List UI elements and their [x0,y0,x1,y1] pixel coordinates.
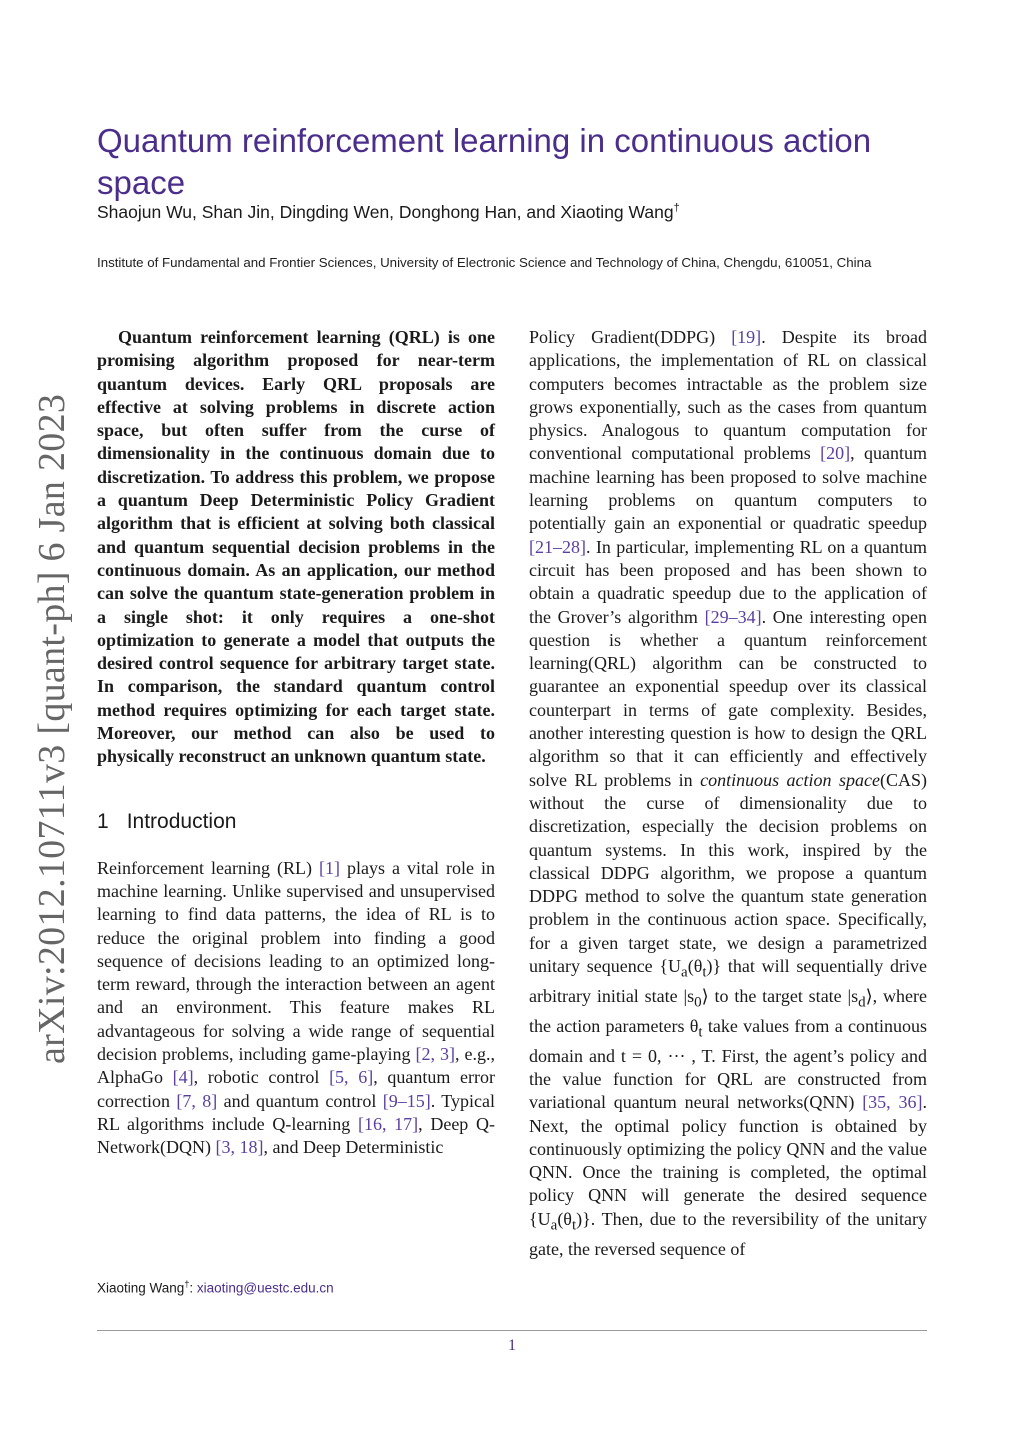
text-run: (θ [687,956,703,977]
text-run: take values from a continuous domain and t = 0, ··· , T. First, the agent’s policy and the value function for QRL are constructed from variational quantum neural networks(QNN) [529,1015,927,1113]
footnote-mark: † [184,1279,190,1289]
arxiv-identifier-stamp: arXiv:2012.10711v3 [quant-ph] 6 Jan 2023 [31,393,73,1064]
text-run: , robotic control [193,1067,330,1088]
math-subscript: a [550,1217,558,1234]
text-run: , and Deep Deterministic [263,1137,444,1158]
section-heading-introduction [97,809,495,835]
citation-link[interactable]: [21–28] [529,536,586,557]
section-title: Introduction [126,809,237,833]
text-run: Reinforcement learning (RL) [97,857,319,878]
text-run: (θ [557,1208,572,1229]
text-run: , quantum machine learning has been proposed to solve machine learning problems on quantum computers to potentially gain an exponential or quadratic speedup [529,443,927,534]
text-run: , e.g., AlphaGo [97,1044,495,1088]
math-subscript: 0 [694,994,702,1011]
text-run: )}. Then, due to the reversibility of the unitary gate, the reversed sequence of [529,1208,927,1259]
right-column [529,326,927,1261]
page-number: 1 [508,1337,516,1354]
footnote-name: Xiaoting Wang [97,1280,185,1296]
text-run: , quantum error correction [97,1067,495,1111]
citation-link[interactable]: [3, 18] [215,1137,264,1158]
citation-link[interactable]: [7, 8] [176,1090,218,1111]
text-run: . Despite its broad applications, the implementation of RL on classical computers becomes intractable as the problem size grows exponentially, such as the cases from quantum physics. Analogous to quantum computation for conventional computational problems [529,327,927,464]
intro-paragraph-right [529,326,927,1261]
citation-link[interactable]: [1] [318,857,340,878]
email-link[interactable]: xiaoting@uestc.edu.cn [196,1280,334,1296]
text-run: plays a vital role in machine learning. Unlike supervised and unsupervised learning to find data patterns, the idea of RL is to reduce the original problem into finding a good sequence of decisions leading to an optimized long-term reward, through the interaction between an agent and an environment. This feature makes RL advantageous for solving a wide range of sequential decision problems, including game-playing [97,857,495,1065]
text-run: ⟩ to the target state |s [701,985,859,1006]
footer-divider [97,1330,927,1331]
citation-link[interactable]: [2, 3] [415,1044,455,1065]
math-subscript: t [698,1024,703,1041]
paper-title: Quantum reinforcement learning in continuous action space [97,122,872,201]
citation-link[interactable]: [4] [172,1067,194,1088]
citation-link[interactable]: [9–15] [382,1090,431,1111]
text-run: . In particular, implementing RL on a quantum circuit has been proposed and has been shown to obtain a quadratic speedup due to the application of the Grover’s algorithm [529,536,927,627]
citation-link[interactable]: [20] [820,443,851,464]
citation-link[interactable]: [16, 17] [357,1113,419,1134]
citation-link[interactable]: [29–34] [704,606,762,627]
abstract: Quantum reinforcement learning (QRL) is one promising algorithm proposed for near-term quantum devices. Early QRL proposals are effective at solving problems in discrete action space, but often suffer from the curse of dimensionality in the continuous domain due to discretization. To address this problem, we propose a quantum Deep Deterministic Policy Gradient algorithm that is efficient at solving both classical and quantum sequential decision problems in the continuous domain. As an application, our method can solve the quantum state-generation problem in a single shot: it only requires a one-shot optimization to generate a model that outputs the desired control sequence for arbitrary target state. In comparison, the standard quantum control method requires optimizing for each target state. Moreover, our method can also be used to physically reconstruct an unknown quantum state. [97,327,495,767]
section-number: 1 [97,809,109,833]
text-run: ⟩, where the action parameters θ [529,985,927,1036]
text-run: Policy Gradient(DDPG) [529,327,732,347]
corresponding-author-mark: † [673,202,680,214]
text-run: . One interesting open question is whether a quantum reinforcement learning(QRL) algorithm can be constructed to guarantee an exponential speedup over its classical counterpart in terms of gate complexity. Besides, another interesting question is how to design the QRL algorithm so that it can efficiently and effectively solve RL problems in [529,606,927,790]
text-run: . Typical RL algorithms include Q-learning [97,1090,495,1134]
affiliation: Institute of Fundamental and Frontier Sciences, University of Electronic Science and Technology of China, Chengdu, 610051, China [97,255,872,270]
text-run: and quantum control [217,1090,383,1111]
citation-link[interactable]: [35, 36] [862,1092,923,1113]
emphasized-term: continuous action space [700,769,880,790]
text-run: , Deep Q-Network(DQN) [97,1113,495,1158]
author-list [97,196,937,224]
citation-link[interactable]: [19] [731,327,762,347]
text-run: (CAS) without the curse of dimensionality due to discretization, especially the decision problems on quantum systems. In this work, inspired by the classical DDPG algorithm, we propose a quantum DDPG method to solve the quantum state generation problem in the continuous action space. Specifically, for a given target state, we design a parametrized unitary sequence {U [529,769,927,977]
text-run: )} that will sequentially drive arbitrary initial state |s [529,956,927,1006]
math-subscript: t [571,1217,577,1234]
author-names: Shaojun Wu, Shan Jin, Dingding Wen, Donghong Han, and Xiaoting Wang [97,201,674,222]
intro-paragraph-left [97,857,495,1160]
math-subscript: a [681,964,688,981]
corresponding-author-footnote [97,1274,497,1299]
math-subscript: d [858,994,866,1011]
left-column [97,326,495,1160]
footnote-separator: : [189,1280,197,1296]
math-subscript: t [702,964,707,981]
text-run: . Next, the optimal policy function is obtained by continuously optimizing the policy QNN and the value QNN. Once the training is completed, the optimal policy QNN will generate the desired sequence {U [529,1092,927,1229]
citation-link[interactable]: [5, 6] [329,1067,374,1088]
